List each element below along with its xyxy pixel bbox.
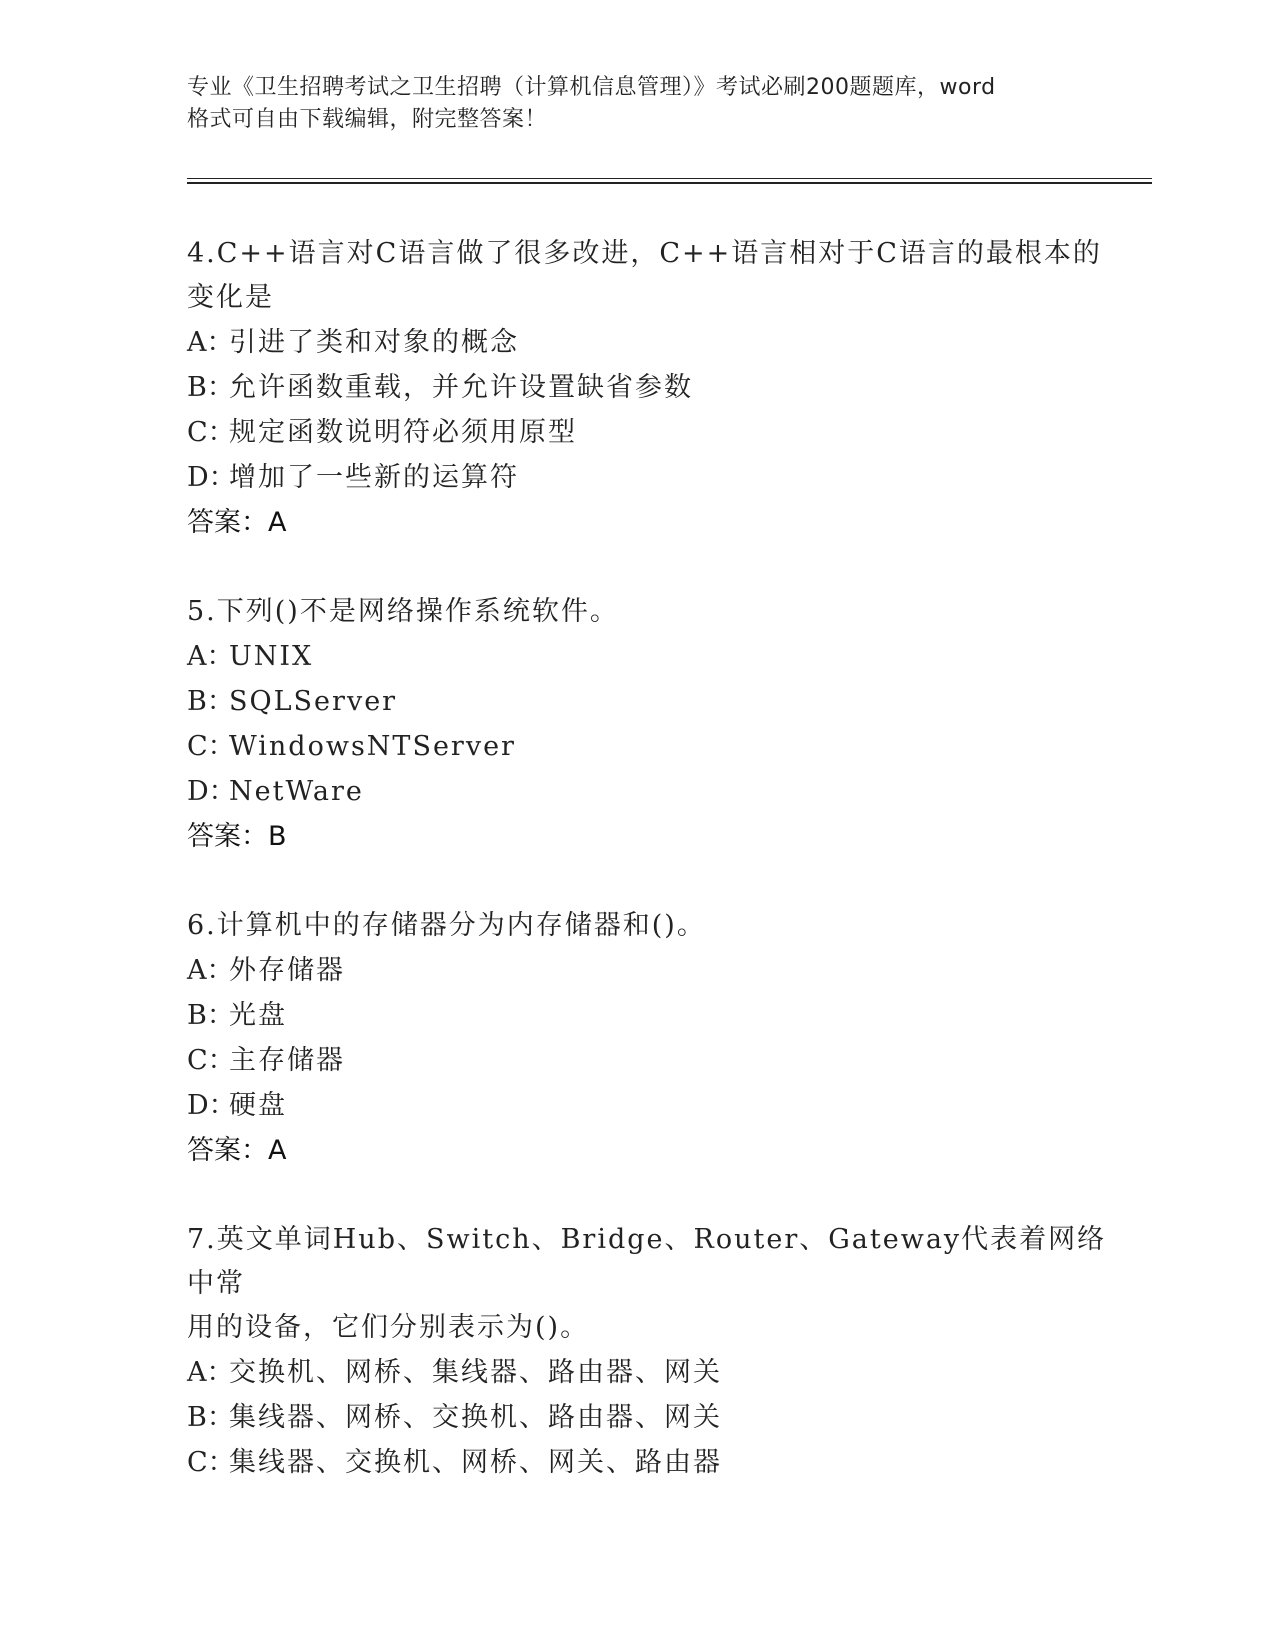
document-header: [187, 72, 1107, 136]
option-text: 集线器、交换机、网桥、网关、路由器: [229, 1447, 722, 1478]
option-key: B：: [187, 686, 234, 717]
option-text: 主存储器: [229, 1045, 345, 1076]
option-key: C：: [187, 731, 235, 762]
header-divider-thick: [187, 182, 1152, 184]
option-key: A：: [187, 955, 234, 986]
option-text: NetWare: [229, 776, 364, 807]
option-text: 集线器、网桥、交换机、路由器、网关: [229, 1402, 722, 1433]
option-d: [187, 1083, 1117, 1128]
option-text: 规定函数说明符必须用原型: [229, 417, 577, 448]
header-line-1: 专业《卫生招聘考试之卫生招聘（计算机信息管理）》考试必刷200题题库，word: [187, 75, 996, 100]
answer-line: 答案：A: [187, 1135, 287, 1166]
question-stem: [187, 904, 1117, 948]
option-a: [187, 320, 1117, 365]
option-b: [187, 1395, 1117, 1440]
question-stem-line-1: 6.计算机中的存储器分为内存储器和()。: [187, 910, 706, 941]
question-stem-line-2: 变化是: [187, 282, 274, 313]
question-6: [187, 904, 1117, 1174]
question-stem: [187, 590, 1117, 634]
option-text: 允许函数重载，并允许设置缺省参数: [229, 372, 693, 403]
option-text: SQLServer: [229, 686, 398, 717]
question-list: [187, 232, 1117, 1529]
option-text: 增加了一些新的运算符: [229, 462, 519, 493]
option-key: B：: [187, 372, 234, 403]
option-key: A：: [187, 641, 234, 672]
option-key: B：: [187, 1402, 234, 1433]
question-4: [187, 232, 1117, 546]
option-b: [187, 679, 1117, 724]
option-text: 光盘: [229, 1000, 287, 1031]
option-key: C：: [187, 1045, 235, 1076]
question-stem-line-1: 7.英文单词Hub、Switch、Bridge、Router、Gateway代表着网络中常: [187, 1224, 1107, 1299]
option-key: D：: [187, 776, 236, 807]
question-stem-line-2: 用的设备，它们分别表示为()。: [187, 1312, 590, 1343]
option-key: D：: [187, 462, 236, 493]
answer-line: 答案：B: [187, 821, 287, 852]
option-key: C：: [187, 1447, 235, 1478]
question-stem: [187, 1218, 1117, 1350]
header-divider-thin: [187, 178, 1152, 179]
answer-line: 答案：A: [187, 507, 287, 538]
question-7: [187, 1218, 1117, 1485]
option-a: [187, 1350, 1117, 1395]
option-c: [187, 724, 1117, 769]
option-text: 引进了类和对象的概念: [229, 327, 519, 358]
question-stem: [187, 232, 1117, 320]
option-a: [187, 948, 1117, 993]
option-text: UNIX: [229, 641, 314, 672]
option-c: [187, 1038, 1117, 1083]
option-key: D：: [187, 1090, 236, 1121]
option-key: A：: [187, 327, 234, 358]
option-c: [187, 410, 1117, 455]
option-text: WindowsNTServer: [229, 731, 516, 762]
option-c: [187, 1440, 1117, 1485]
header-line-2: 格式可自由下载编辑，附完整答案！: [187, 107, 548, 132]
option-key: A：: [187, 1357, 234, 1388]
option-b: [187, 365, 1117, 410]
option-a: [187, 634, 1117, 679]
option-text: 硬盘: [229, 1090, 287, 1121]
option-d: [187, 455, 1117, 500]
option-key: C：: [187, 417, 235, 448]
option-text: 外存储器: [229, 955, 345, 986]
option-text: 交换机、网桥、集线器、路由器、网关: [229, 1357, 722, 1388]
option-key: B：: [187, 1000, 234, 1031]
question-stem-line-1: 4.C++语言对C语言做了很多改进，C++语言相对于C语言的最根本的: [187, 238, 1102, 269]
question-5: [187, 590, 1117, 860]
question-stem-line-1: 5.下列()不是网络操作系统软件。: [187, 596, 619, 627]
option-d: [187, 769, 1117, 814]
option-b: [187, 993, 1117, 1038]
